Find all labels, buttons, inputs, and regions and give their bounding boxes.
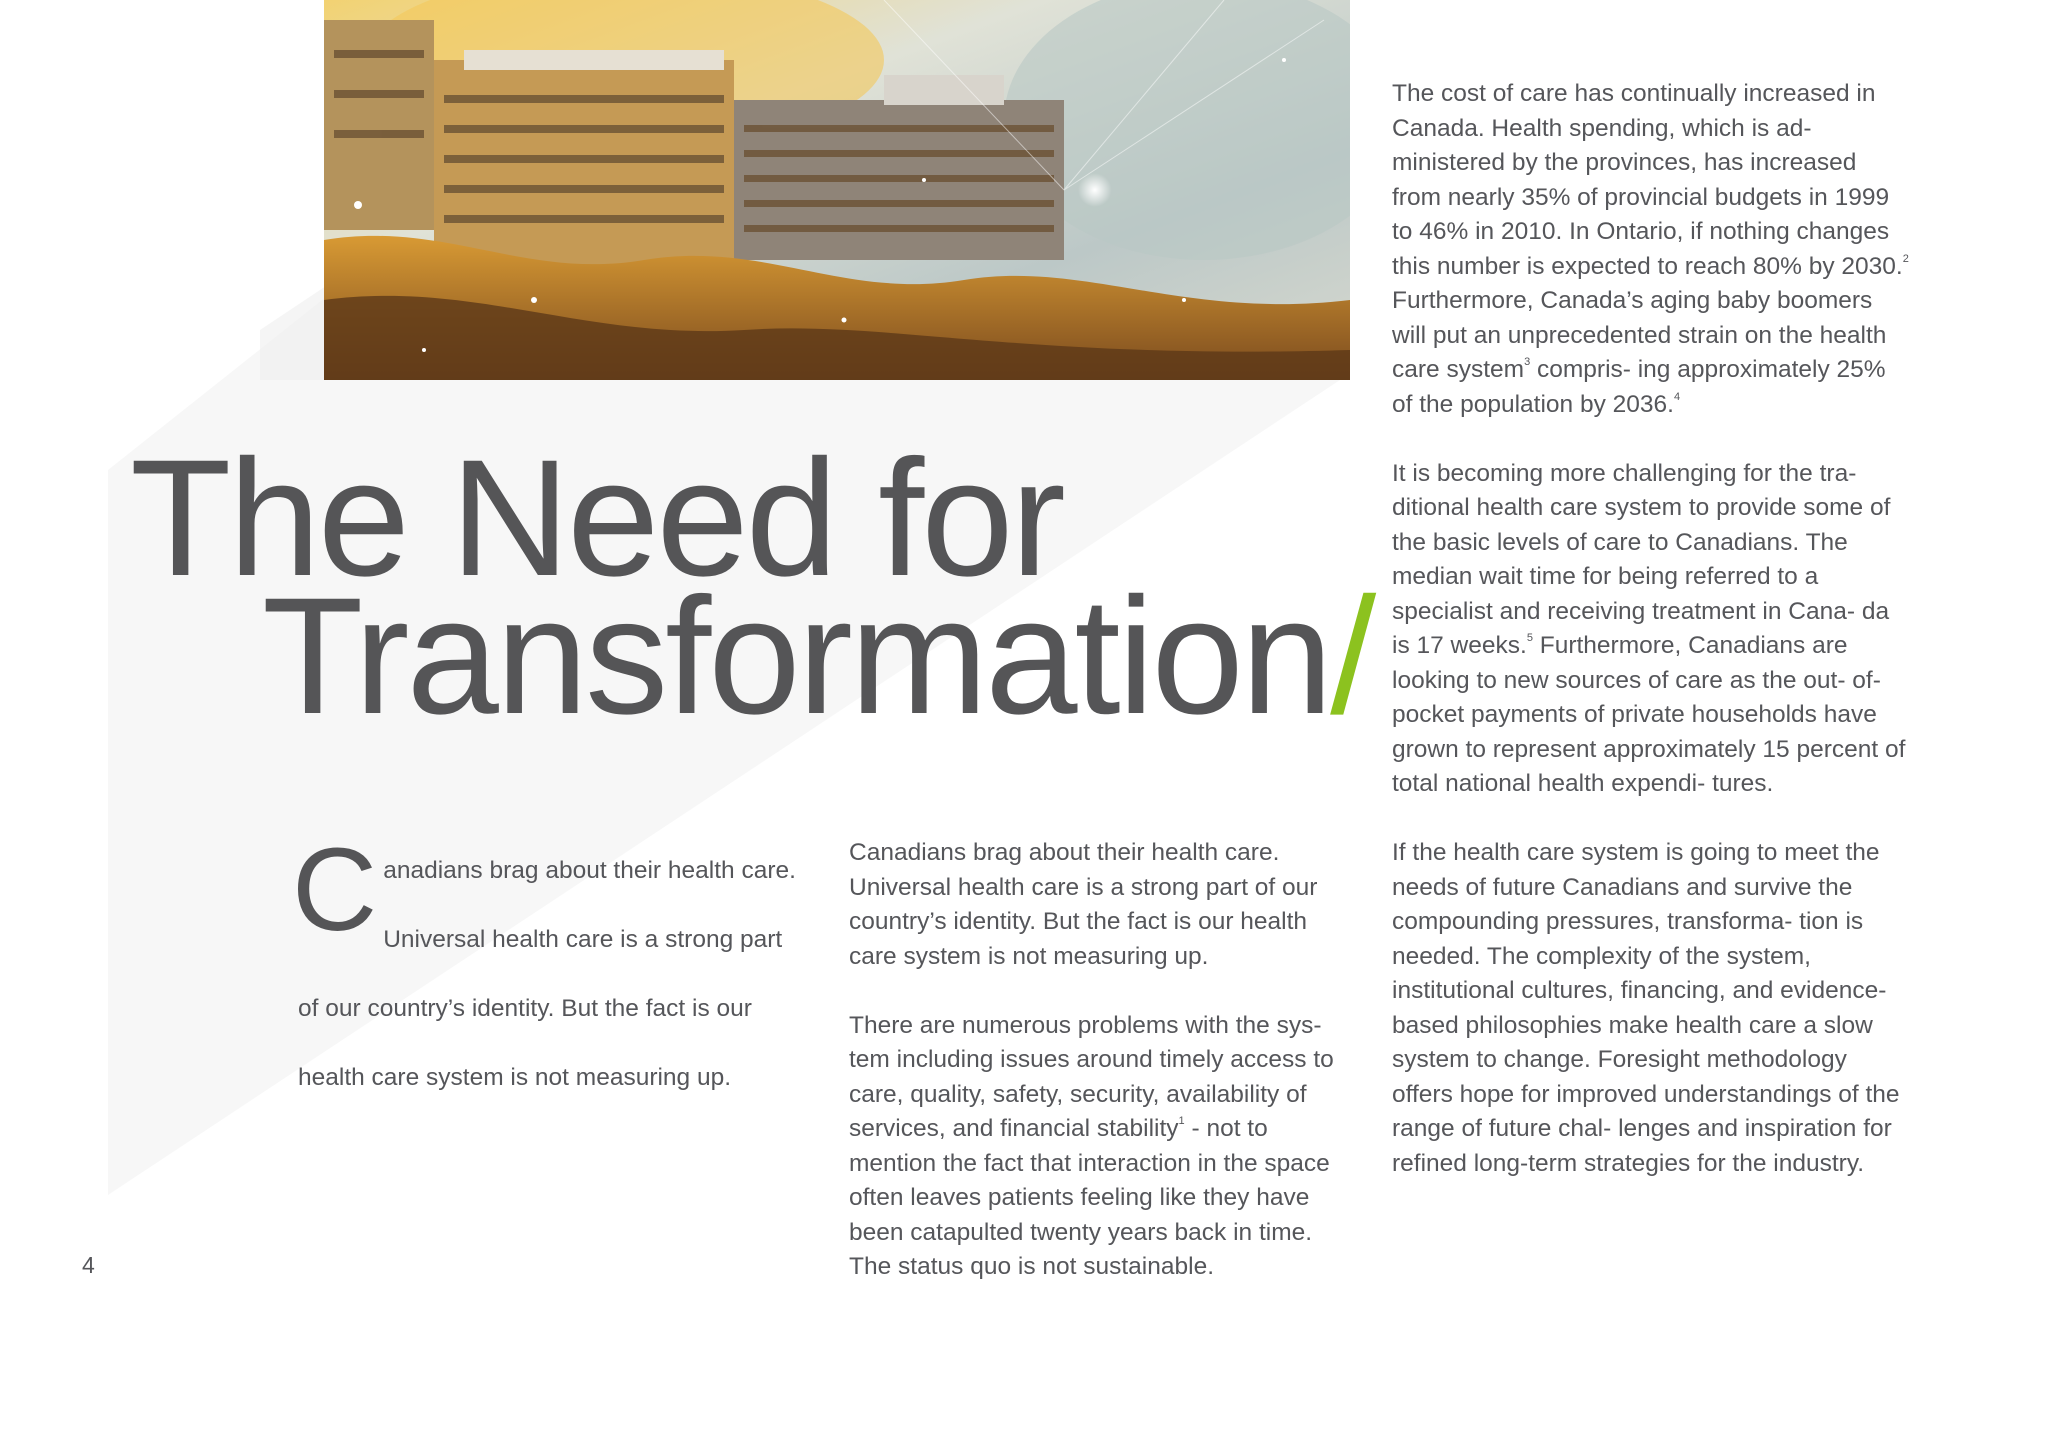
middle-paragraph-1: Canadians brag about their health care. Universal health care is a strong part of our country’s identity. But the fact is our health care system is not measuring up. <box>849 839 1318 970</box>
right-paragraph-1-text-b: Furthermore, Canada’s aging baby boomers will put an unprecedented strain on the health care system <box>1392 287 1887 383</box>
right-paragraph-3: If the health care system is going to meet the needs of future Canadians and survive the compounding pressures, transforma- tion is needed. The complexity of the system, institutional cultures, financing, and evidence-based philosophies make health care a slow system to change. Foresight methodology offers hope for improved understandings of the range of future chal- lenges and inspiration for refined long-term strategies for the industry. <box>1392 839 1900 1177</box>
middle-paragraph-2 <box>849 1009 1349 1285</box>
page-title <box>130 426 1374 749</box>
hero-image <box>324 0 1350 380</box>
right-paragraph-1 <box>1392 77 1912 422</box>
right-paragraph-2 <box>1392 457 1912 802</box>
intro-column <box>292 824 798 1112</box>
right-paragraph-2-text-b: Furthermore, Canadians are looking to new sources of care as the out- of-pocket payments of private households have grown to represent approximately 15 percent of total national health expendi- tures. <box>1392 632 1906 797</box>
title-line-2-text: Transformation <box>262 564 1331 749</box>
footnote-ref-4: 4 <box>1673 390 1681 403</box>
middle-paragraph-2-text-b: - not to mention the fact that interaction in the space often leaves patients feeling like they have been catapulted twenty years back in time. The status quo is not sustainable. <box>849 1115 1330 1280</box>
title-line-2 <box>130 564 1374 749</box>
middle-paragraph-2-text-a: There are numerous problems with the sys- tem including issues around timely access to care, quality, safety, security, availability of services, and financial stability <box>849 1011 1334 1142</box>
footnote-ref-3: 3 <box>1524 356 1531 368</box>
right-column <box>1392 77 1912 1216</box>
footnote-ref-2: 2 <box>1902 252 1909 265</box>
title-slash-accent: / <box>1330 564 1374 749</box>
right-paragraph-1-text-a: The cost of care has continually increased in Canada. Health spending, which is ad- ministered by the provinces, has increased from nearly 35% of provincial budgets in 1999 to 46% in 2010. In Ontario, if nothing changes this number is expected to reach 80% by 2030. <box>1392 80 1903 280</box>
footnote-ref-1: 1 <box>1178 1115 1185 1127</box>
title-line-1: The Need for <box>130 426 1063 611</box>
footnote-ref-5: 5 <box>1526 632 1533 644</box>
intro-text: anadians brag about their health care. Universal health care is a strong part of our country’s identity. But the fact is our health care system is not measuring up. <box>298 857 796 1091</box>
drop-cap: C <box>292 824 378 956</box>
middle-column <box>849 836 1349 1319</box>
page-number: 4 <box>82 1252 95 1278</box>
right-paragraph-2-text-a: It is becoming more challenging for the tra- ditional health care system to provide some of the basic levels of care to Canadians. The median wait time for being referred to a specialist and receiving treatment in Cana- da is 17 weeks. <box>1392 459 1891 659</box>
right-paragraph-1-text-c: compris- ing approximately 25% of the population by 2036. <box>1392 356 1886 418</box>
